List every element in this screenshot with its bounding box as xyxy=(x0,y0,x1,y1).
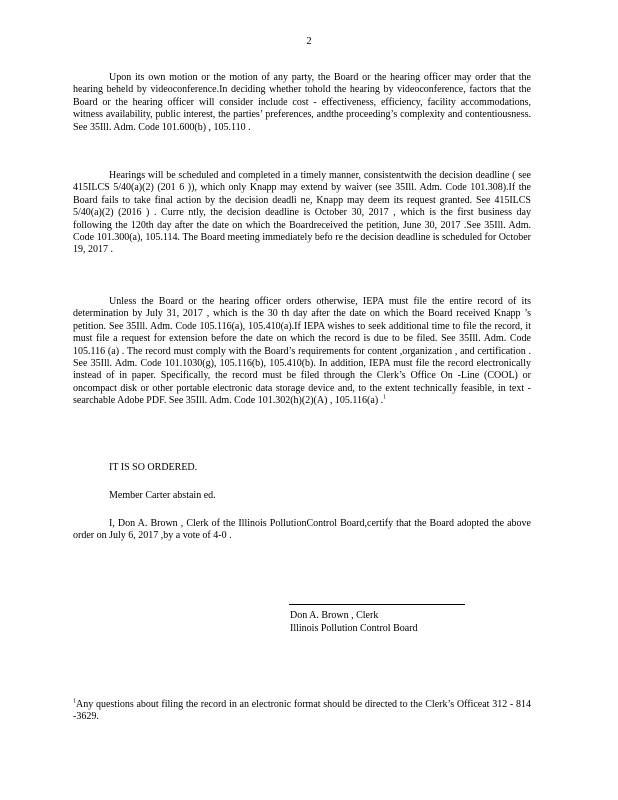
signature-line xyxy=(289,604,465,605)
abstain-note: Member Carter abstain ed. xyxy=(109,490,216,501)
footnote-marker: 1 xyxy=(73,698,76,705)
clerk-certification: I, Don A. Brown , Clerk of the Illinois PollutionControl Board,certify that the Board adopted the above order on July 6, 2017 ,by a vote of 4-0 . xyxy=(73,518,531,542)
signature-title: Illinois Pollution Control Board xyxy=(290,623,418,634)
footnote-reference: 1 xyxy=(383,394,387,401)
page-number: 2 xyxy=(306,36,312,47)
hearing-schedule-paragraph: Hearings will be scheduled and completed in a timely manner, consistentwith the decision deadline ( see 415ILCS 5/40(a)(2) (201 6 )), which only Knapp may extend by waiver (see 35Ill. Adm. Code 101.308).If the Board fails to take final action by the decision deadli ne, Knapp may deem its request granted. See 415ILCS 5/40(a)(2) (2016 ) . Curre ntly, the decision deadline is October 30, 2017 , which is the first business day following the 120th day after the date on which the Boardreceived the petition, June 30, 2017 .See 35Ill. Adm. Code 101.300(a), 105.114. The Board meeting immediately befo re the decision deadline is scheduled for October 19, 2017 . xyxy=(73,170,531,256)
record-filing-text: Unless the Board or the hearing officer orders otherwise, IEPA must file the entire record of its determination by July 31, 2017 , which is the 30 th day after the date on which the Board received Knapp ’s petition. See 35Ill. Adm. Code 105.116(a), 105.410(a).If IEPA wishes to seek additional time to file the record, it must file a request for extension before the date on which the record is due to be filed. See 35Ill. Adm. Code 105.116 (a) . The record must comply with the Board’s requirements for content ,organization , and certification . See 35Ill. Adm. Code 101.1030(g), 105.116(b), 105.410(b). In addition, IEPA must file the record electronically instead of in paper. Specifically, the record must be filed through the Clerk’s Office On -Line (COOL) or oncompact disk or other portable electronic data storage device and, to the extent technically feasible, in text -searchable Adobe PDF. See 35Ill. Adm. Code 101.302(h)(2)(A) , 105.116(a) . xyxy=(73,296,531,407)
footnote-text: Any questions about filing the record in an electronic format should be directed to the Clerk’s Officeat 312 - 814 -3629. xyxy=(73,699,531,723)
signature-name: Don A. Brown , Clerk xyxy=(290,610,379,621)
footnote xyxy=(73,699,531,724)
videoconference-paragraph: Upon its own motion or the motion of any party, the Board or the hearing officer may order that the hearing beheld by videoconference.In deciding whether tohold the hearing by videoconference, factors that the Board or the hearing officer will consider include cost - effectiveness, efficiency, facility accommodations, witness availability, public interest, the parties’ preferences, andthe proceeding’s complexity and contentiousness. See 35Ill. Adm. Code 101.600(b) , 105.110 . xyxy=(73,72,531,133)
record-filing-paragraph xyxy=(73,296,531,408)
so-ordered: IT IS SO ORDERED. xyxy=(109,462,198,473)
